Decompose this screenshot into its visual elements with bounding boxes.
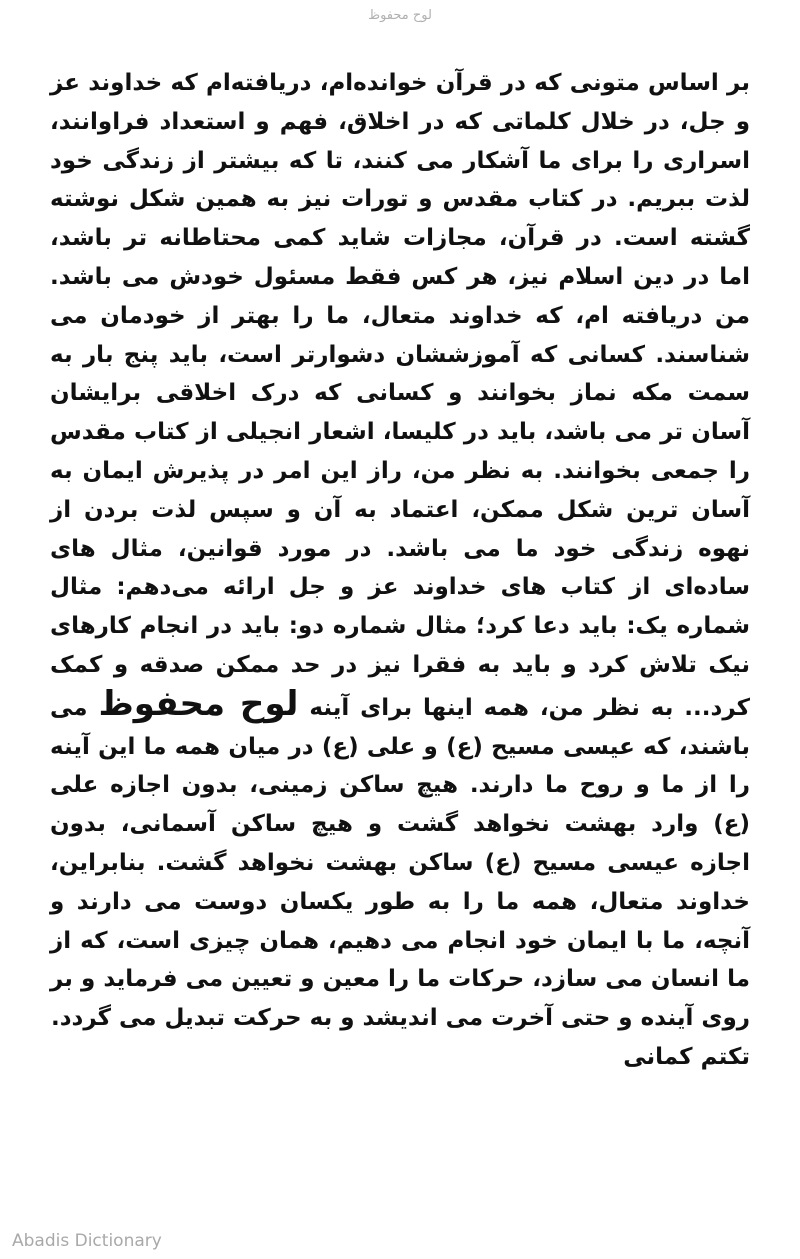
headword-highlight: لوح محفوظ: [98, 683, 299, 724]
article-paragraph: [50, 64, 750, 1038]
article-text-after-headword: می باشند، که عیسی مسیح (ع) و علی (ع) در میان همه ما این آینه را از ما و روح ما دارند. هیچ ساکن زمینی، بدون اجازه علی (ع) وارد بهشت نخواهد گشت و هیچ ساکن آسمانی، بدون اجازه عیسی مسیح (ع) ساکن بهشت نخواهد گشت. بنابراین، خداوند متعال، همه ما را به طور یکسان دوست می دارند و آنچه، ما با ایمان خود انجام می دهیم، همان چیزی است، که از ما انسان می سازد، حرکات ما را معین و تعیین می فرماید و بر روی آینده و حتی آخرت می اندیشد و به حرکت تبدیل می گردد.: [50, 694, 750, 1032]
article-text-before-headword: بر اساس متونی که در قرآن خوانده‌ام، دریافته‌ام که خداوند عز و جل، در خلال کلماتی که در اخلاق، فهم و استعداد فراوانند، اسراری را برای ما آشکار می کنند، تا که بیشتر از زندگی خود لذت ببریم. در کتاب مقدس و تورات نیز به همین شکل نوشته گشته است. در قرآن، مجازات شاید کمی محتاطانه تر باشد، اما در دین اسلام نیز، هر کس فقط مسئول خودش می باشد. من دریافته ام، که خداوند متعال، ما را بهتر از خودمان می شناسند. کسانی که آموزششان دشوارتر است، باید پنج بار به سمت مکه نماز بخوانند و کسانی که درک اخلاقی برایشان آسان تر می باشد، باید در کلیسا، اشعار انجیلی از کتاب مقدس را جمعی بخوانند. به نظر من، راز این امر در پذیرش ایمان به آسان ترین شکل ممکن، اعتماد به آن و سپس لذت بردن از نهوه زندگی خود ما می باشد. در مورد قوانین، مثال های ساده‌ای از کتاب های خداوند عز و جل ارائه می‌دهم: مثال شماره یک: باید دعا کرد؛ مثال شماره دو: باید در انجام کارهای نیک تلاش کرد و باید به فقرا نیز در حد ممکن صدقه و کمک کرد... به نظر من، همه اینها برای آینه: [50, 70, 750, 721]
page-header-title: لوح محفوظ: [368, 8, 432, 23]
site-watermark: Abadis Dictionary: [12, 1231, 162, 1251]
author-name: تکتم کمانی: [623, 1043, 750, 1070]
article-body: [50, 64, 750, 1077]
